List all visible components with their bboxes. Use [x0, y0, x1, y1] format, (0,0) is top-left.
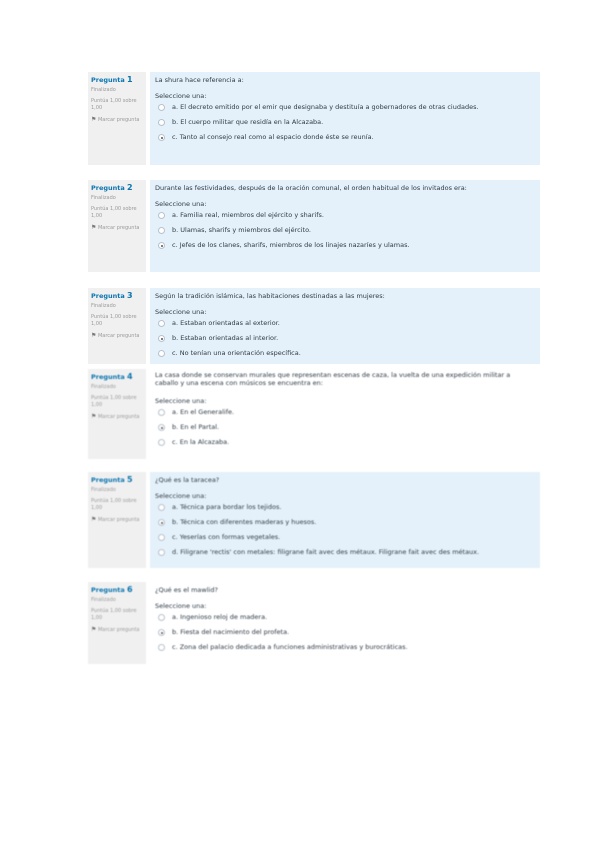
select-prompt: Seleccione una: [155, 602, 207, 610]
flag-question-link[interactable]: ⚑ Marcar pregunta [91, 116, 140, 123]
question-grade: Puntúa 1,00 sobre 1,00 [91, 98, 137, 111]
answer-option[interactable]: b. Fiesta del nacimiento del profeta. [155, 628, 534, 636]
question-grade: Puntúa 1,00 sobre 1,00 [91, 608, 137, 621]
answer-option[interactable]: c. Tanto al consejo real como al espacio donde éste se reunía. [155, 133, 534, 141]
answer-option[interactable]: c. No tenían una orientación específica. [155, 349, 534, 357]
question-grade: Puntúa 1,00 sobre 1,00 [91, 498, 137, 511]
question-content [150, 472, 540, 568]
radio-button[interactable] [158, 519, 165, 526]
radio-button[interactable] [158, 549, 165, 556]
question-number: Pregunta 2 [91, 183, 133, 192]
radio-button[interactable] [158, 104, 165, 111]
question-block [88, 180, 540, 272]
select-prompt: Seleccione una: [155, 397, 207, 405]
question-grade: Puntúa 1,00 sobre 1,00 [91, 206, 137, 219]
question-content [150, 369, 540, 459]
question-text: La casa donde se conservan murales que representan escenas de caza, la vuelta de una expedición militar a caballo y una escena con músicos se encuentra en: [155, 371, 511, 387]
question-state: Finalizado [91, 87, 116, 93]
radio-button[interactable] [158, 350, 165, 357]
question-info [88, 72, 146, 165]
flag-question-link[interactable]: ⚑ Marcar pregunta [91, 224, 140, 231]
question-block [88, 472, 540, 568]
question-grade: Puntúa 1,00 sobre 1,00 [91, 395, 137, 408]
radio-button[interactable] [158, 320, 165, 327]
question-content [150, 582, 540, 664]
answer-option[interactable]: a. En el Generalife. [155, 408, 534, 416]
question-state: Finalizado [91, 195, 116, 201]
question-state: Finalizado [91, 597, 116, 603]
question-number: Pregunta 5 [91, 475, 133, 484]
flag-question-link[interactable]: ⚑ Marcar pregunta [91, 413, 140, 420]
question-text: ¿Qué es la taracea? [155, 476, 220, 484]
question-info [88, 180, 146, 272]
radio-button[interactable] [158, 119, 165, 126]
answer-option[interactable]: b. Estaban orientadas al interior. [155, 334, 534, 342]
answer-option[interactable]: a. Técnica para bordar los tejidos. [155, 503, 534, 511]
radio-button[interactable] [158, 629, 165, 636]
question-block [88, 369, 540, 459]
question-info [88, 582, 146, 664]
answer-option[interactable]: a. Familia real, miembros del ejército y sharifs. [155, 211, 534, 219]
question-content [150, 180, 540, 272]
question-info [88, 369, 146, 459]
select-prompt: Seleccione una: [155, 92, 207, 100]
select-prompt: Seleccione una: [155, 308, 207, 316]
radio-button[interactable] [158, 614, 165, 621]
flag-icon: ⚑ [91, 626, 97, 633]
question-grade: Puntúa 1,00 sobre 1,00 [91, 314, 137, 327]
question-info [88, 472, 146, 568]
radio-button[interactable] [158, 212, 165, 219]
radio-button[interactable] [158, 644, 165, 651]
question-content [150, 72, 540, 165]
flag-icon: ⚑ [91, 116, 97, 123]
radio-button[interactable] [158, 242, 165, 249]
question-state: Finalizado [91, 303, 116, 309]
radio-button[interactable] [158, 439, 165, 446]
question-text: Según la tradición islámica, las habitaciones destinadas a las mujeres: [155, 292, 385, 300]
question-number: Pregunta 3 [91, 291, 133, 300]
answer-option[interactable]: b. En el Partal. [155, 423, 534, 431]
question-text: Durante las festividades, después de la oración comunal, el orden habitual de los invitados era: [155, 184, 467, 192]
radio-button[interactable] [158, 424, 165, 431]
flag-icon: ⚑ [91, 332, 97, 339]
answer-option[interactable]: c. Yeserías con formas vegetales. [155, 533, 534, 541]
question-content [150, 288, 540, 364]
question-block [88, 582, 540, 664]
question-block [88, 288, 540, 364]
select-prompt: Seleccione una: [155, 200, 207, 208]
flag-icon: ⚑ [91, 516, 97, 523]
answer-option[interactable]: c. Jefes de los clanes, sharifs, miembros de los linajes nazaríes y ulamas. [155, 241, 534, 249]
answer-option[interactable]: b. Ulamas, sharifs y miembros del ejército. [155, 226, 534, 234]
flag-question-link[interactable]: ⚑ Marcar pregunta [91, 332, 140, 339]
answer-option[interactable]: a. Estaban orientadas al exterior. [155, 319, 534, 327]
radio-button[interactable] [158, 335, 165, 342]
radio-button[interactable] [158, 504, 165, 511]
radio-button[interactable] [158, 134, 165, 141]
question-state: Finalizado [91, 384, 116, 390]
flag-icon: ⚑ [91, 413, 97, 420]
answer-option[interactable]: d. Filigrane 'rectis' con metales: filigrane fait avec des métaux. Filigrane fait avec des métaux. [155, 548, 534, 556]
flag-question-link[interactable]: ⚑ Marcar pregunta [91, 626, 140, 633]
answer-option[interactable]: c. En la Alcazaba. [155, 438, 534, 446]
question-text: La shura hace referencia a: [155, 76, 244, 84]
radio-button[interactable] [158, 227, 165, 234]
answer-option[interactable]: b. El cuerpo militar que residía en la Alcazaba. [155, 118, 534, 126]
question-number: Pregunta 6 [91, 585, 133, 594]
question-text: ¿Qué es el mawlid? [155, 586, 218, 594]
radio-button[interactable] [158, 409, 165, 416]
answer-option[interactable]: b. Técnica con diferentes maderas y huesos. [155, 518, 534, 526]
select-prompt: Seleccione una: [155, 492, 207, 500]
question-info [88, 288, 146, 364]
answer-option[interactable]: a. Ingenioso reloj de madera. [155, 613, 534, 621]
answer-option[interactable]: a. El decreto emitido por el emir que designaba y destituía a gobernadores de otras ciudades. [155, 103, 534, 111]
flag-icon: ⚑ [91, 224, 97, 231]
radio-button[interactable] [158, 534, 165, 541]
flag-question-link[interactable]: ⚑ Marcar pregunta [91, 516, 140, 523]
question-number: Pregunta 4 [91, 372, 133, 381]
question-state: Finalizado [91, 487, 116, 493]
question-block [88, 72, 540, 165]
answer-option[interactable]: c. Zona del palacio dedicada a funciones administrativas y burocráticas. [155, 643, 534, 651]
question-number: Pregunta 1 [91, 75, 133, 84]
